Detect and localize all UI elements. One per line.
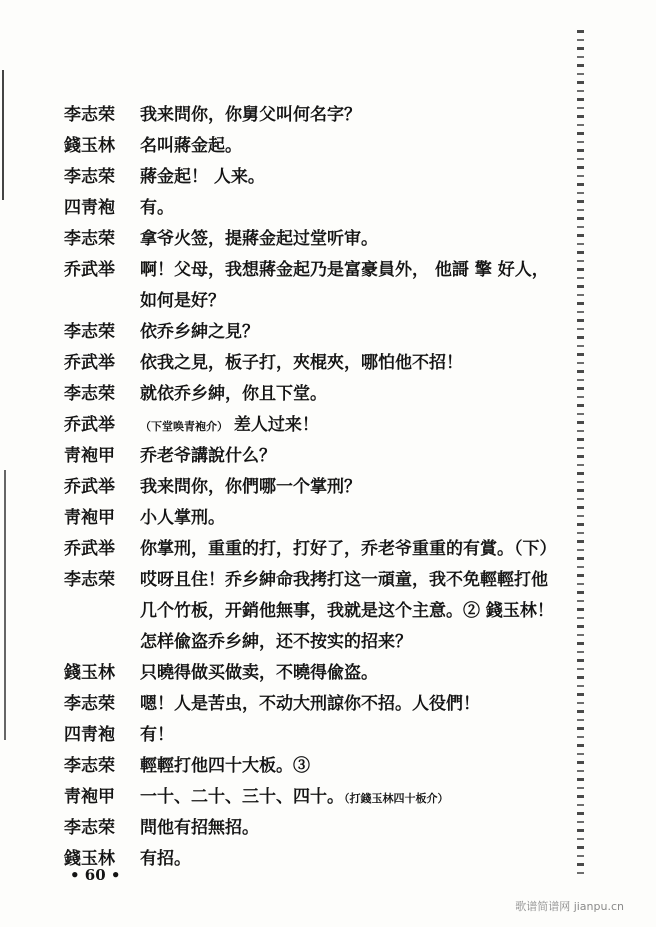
scan-edge-right (577, 30, 584, 880)
speaker-name: 乔武举 (64, 260, 115, 280)
dialogue-row (0, 317, 560, 348)
speaker-name: 四靑袍 (64, 198, 115, 218)
dialogue-row (0, 224, 560, 255)
spoken-line: 你掌刑，重重的打，打好了，乔老爷重重的有賞。（下） (140, 539, 557, 559)
speaker-name: 錢玉林 (64, 136, 115, 156)
spoken-line: 就依乔乡紳，你且下堂。 (140, 384, 327, 404)
spoken-line: 拿爷火签，提蔣金起过堂听审。 (140, 229, 378, 249)
speaker-name: 乔武举 (64, 415, 115, 435)
dialogue-row (0, 255, 560, 317)
dialogue-row (0, 162, 560, 193)
speaker-name: 李志荣 (64, 818, 115, 838)
dialogue-row (0, 782, 560, 813)
speaker-name: 李志荣 (64, 756, 115, 776)
spoken-line (140, 410, 560, 442)
speaker-name: 靑袍甲 (64, 508, 115, 528)
dialogue-row (0, 193, 560, 224)
spoken-line: 問他有招無招。 (140, 818, 259, 838)
dialogue-block (0, 100, 560, 875)
speaker-name: 乔武举 (64, 477, 115, 497)
dialogue-row (0, 100, 560, 131)
spoken-line: 乔老爷講說什么？ (140, 446, 276, 466)
spoken-line: 輕輕打他四十大板。③ (140, 756, 310, 776)
speaker-name: 四靑袍 (64, 725, 115, 745)
spoken-text: 差人过来！ (233, 415, 319, 435)
dialogue-row (0, 379, 560, 410)
dialogue-row (0, 131, 560, 162)
spoken-line: 只曉得做买做卖，不曉得偸盗。 (140, 663, 378, 683)
dialogue-row (0, 503, 560, 534)
spoken-line: 啊！父母，我想蔣金起乃是富豪員外， 他謌 擎 好人，如何是好？ (140, 260, 549, 311)
dialogue-row (0, 565, 560, 658)
stage-direction: （下堂唤青袍介） (140, 420, 228, 433)
speaker-name: 李志荣 (64, 322, 115, 342)
speaker-name: 李志荣 (64, 167, 115, 187)
speaker-name: 乔武举 (64, 539, 115, 559)
speaker-name: 乔武举 (64, 353, 115, 373)
dialogue-row (0, 534, 560, 565)
speaker-name: 李志荣 (64, 384, 115, 404)
dialogue-row (0, 720, 560, 751)
speaker-name: 李志荣 (64, 570, 115, 590)
spoken-text: 一十、二十、三十、四十。 (140, 787, 344, 807)
speaker-name: 錢玉林 (64, 663, 115, 683)
speaker-name: 李志荣 (64, 694, 115, 714)
spoken-line: 有。 (140, 198, 174, 218)
spoken-line (140, 782, 560, 814)
speaker-name: 李志荣 (64, 229, 115, 249)
spoken-line: 依乔乡紳之見？ (140, 322, 259, 342)
dialogue-row (0, 813, 560, 844)
spoken-line: 蔣金起！ 人来。 (140, 167, 265, 187)
spoken-line: 依我之見，板子打，夾棍夾，哪怕他不招！ (140, 353, 463, 373)
dialogue-row (0, 348, 560, 379)
spoken-line: 嗯！人是苦虫，不动大刑諒你不招。人役們！ (140, 694, 480, 714)
dialogue-row (0, 751, 560, 782)
spoken-line: 有招。 (140, 849, 191, 869)
speaker-name: 李志荣 (64, 105, 115, 125)
spoken-line: 哎呀且住！乔乡紳命我拷打这一頑童，我不免輕輕打他几个竹板，开銷他無事，我就是这个主意。② 錢玉林！ 怎样偸盗乔乡紳，还不按实的招来？ (140, 570, 560, 652)
spoken-line: 小人掌刑。 (140, 508, 225, 528)
dialogue-row (0, 658, 560, 689)
page-number: • 60 • (70, 866, 121, 884)
speaker-name: 錢玉林 (64, 849, 115, 869)
dialogue-row (0, 472, 560, 503)
speaker-name: 靑袍甲 (64, 787, 115, 807)
site-watermark: 歌谱简谱网 jianpu.cn (515, 900, 624, 913)
dialogue-row (0, 410, 560, 441)
spoken-line: 我来問你，你舅父叫何名字？ (140, 105, 361, 125)
dialogue-row (0, 441, 560, 472)
spoken-line: 我来問你，你們哪一个掌刑？ (140, 477, 361, 497)
stage-direction: （打錢玉林四十板介） (344, 792, 449, 805)
spoken-line: 名叫蔣金起。 (140, 136, 242, 156)
dialogue-row (0, 689, 560, 720)
speaker-name: 靑袍甲 (64, 446, 115, 466)
spoken-line: 有！ (140, 725, 174, 745)
